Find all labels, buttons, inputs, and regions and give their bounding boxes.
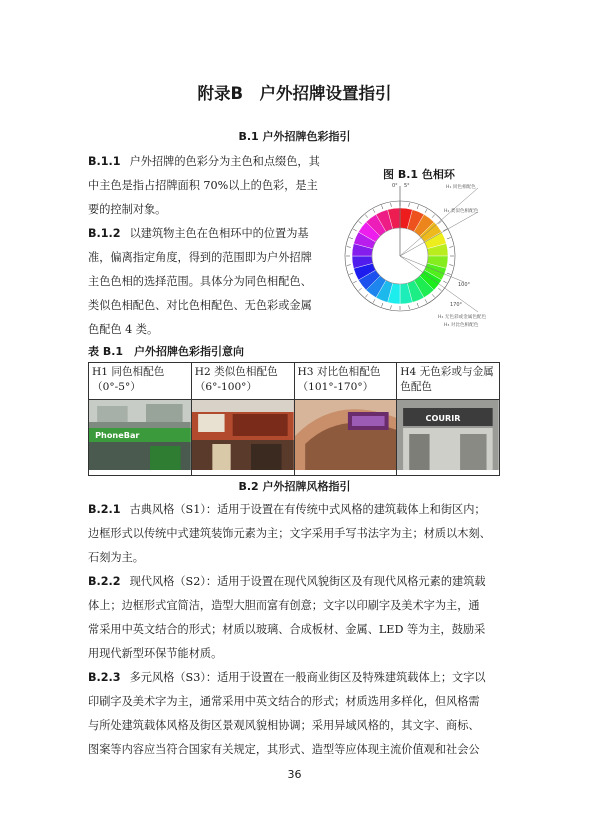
wheel-tick — [365, 294, 368, 297]
color-wheel-figure — [338, 178, 500, 328]
paragraph-line: 准，偏离指定角度，得到的范围即为户外招牌 — [88, 251, 312, 264]
paragraph-line: 与所处建筑载体风格及街区景观风貌相协调；采用异域风格的，其文字、商标、 — [88, 719, 480, 732]
paragraph-line: 用现代新型环保节能材质。 — [88, 647, 223, 660]
paragraph-b21 — [88, 498, 518, 570]
shop-sign-text: COURIR — [425, 414, 461, 423]
table-header-cell: H4 无色彩或与金属色配色 — [397, 363, 500, 400]
wheel-tick — [409, 305, 410, 309]
wheel-tick — [382, 205, 383, 209]
paragraph-line: 主色色相的选择范围。具体分为同色相配色、 — [88, 275, 312, 288]
paragraph-text: 多元风格（S3）：适用于设置在一般商业街区及特殊建筑载体上；文字以 — [129, 671, 486, 684]
storefront-photo-h1 — [89, 400, 191, 470]
table-photo-cell — [89, 400, 192, 476]
wheel-tick — [409, 203, 410, 207]
wheel-tick — [353, 281, 356, 283]
paragraph-line — [88, 150, 348, 174]
paragraph-b12 — [88, 222, 348, 342]
wheel-tick — [432, 294, 435, 297]
clause-number: B.2.3 — [88, 671, 121, 684]
wheel-tick — [349, 238, 353, 239]
table-header-cell: H2 类似色相配色（6°-100°） — [191, 363, 294, 400]
wheel-tick — [417, 303, 418, 307]
wheel-tick — [353, 229, 356, 231]
color-guide-table — [88, 362, 500, 476]
degree-label: 170° — [450, 302, 463, 308]
section-heading-b1: B.1 户外招牌色彩指引 — [238, 130, 351, 143]
paragraph-line: 印刷字及美术字为主，通常采用中英文结合的形式；材质选用多样化，但风格需 — [88, 695, 480, 708]
paragraph-line: 中主色是指占招牌面积 70%以上的色彩，是主 — [88, 179, 318, 192]
table-caption: 表 B.1 户外招牌色彩指引意向 — [88, 345, 245, 358]
storefront-photo-h3 — [295, 400, 397, 470]
wheel-tick — [438, 288, 441, 291]
paragraph-line — [88, 666, 518, 690]
clause-number: B.1.1 — [88, 155, 121, 168]
clause-number: B.2.2 — [88, 575, 121, 588]
degree-label: 5° — [404, 183, 410, 189]
wheel-tick — [373, 209, 375, 212]
paragraph-b23 — [88, 666, 518, 762]
wheel-tick — [347, 265, 351, 266]
wheel-tick — [349, 273, 353, 274]
figure-label-h2: H₂ 类似色相配色 — [444, 209, 479, 214]
clause-number: B.1.2 — [88, 227, 121, 240]
paragraph-line: 类似色相配色、对比色相配色、无色彩或金属 — [88, 299, 312, 312]
paragraph-line: 石刻为主。 — [88, 551, 144, 564]
figure-caption: 图 B.1 色相环 — [383, 168, 455, 181]
wheel-tick — [373, 299, 375, 302]
clause-number: B.2.1 — [88, 503, 121, 516]
paragraph-line — [88, 498, 518, 522]
table-photo-cell — [294, 400, 397, 476]
paragraph-b11 — [88, 150, 348, 222]
paragraph-text: 古典风格（S1）：适用于设置在有传统中式风格的建筑载体上和街区内； — [129, 503, 486, 516]
paragraph-line: 色配色 4 类。 — [88, 323, 159, 336]
table-header-row — [89, 363, 500, 400]
wheel-tick — [391, 305, 392, 309]
wheel-tick — [425, 209, 427, 212]
wheel-tick — [443, 281, 446, 283]
paragraph-line: 图案等内容应当符合国家有关规定，其形式、造型等应体现主流价值观和社会公 — [88, 743, 480, 756]
table-photo-row — [89, 400, 500, 476]
paragraph-line: 体上；边框形式宜简洁，造型大胆而富有创意；文字以印刷字及美术字为主，通 — [88, 599, 480, 612]
paragraph-text: 以建筑物主色在色相环中的位置为基 — [129, 227, 309, 240]
section-heading-b2: B.2 户外招牌风格指引 — [238, 480, 351, 493]
table-photo-cell — [397, 400, 500, 476]
wheel-tick — [432, 215, 435, 218]
wheel-tick — [347, 247, 351, 248]
paragraph-line: 边框形式以传统中式建筑装饰元素为主；文字采用手写书法字为主；材质以木刻、 — [88, 527, 491, 540]
figure-label-h1: H₁ 同色相配色 — [446, 185, 476, 190]
page-title: 附录B 户外招牌设置指引 — [197, 84, 392, 103]
wheel-tick — [359, 221, 362, 224]
paragraph-line — [88, 222, 348, 246]
figure-label-h4: H₄ 无色彩或金属色配色 — [438, 315, 487, 320]
wheel-tick — [438, 221, 441, 224]
table-photo-cell — [191, 400, 294, 476]
wheel-tick — [447, 238, 451, 239]
paragraph-line — [88, 570, 518, 594]
paragraph-text: 现代风格（S2）：适用于设置在现代风貌街区及有现代风格元素的建筑载 — [129, 575, 486, 588]
paragraph-b22 — [88, 570, 518, 666]
wheel-tick — [391, 203, 392, 207]
wheel-tick — [449, 265, 453, 266]
page-number: 36 — [287, 768, 302, 781]
wheel-tick — [449, 247, 453, 248]
wheel-tick — [382, 303, 383, 307]
wheel-tick — [425, 299, 427, 302]
paragraph-line: 要的控制对象。 — [88, 203, 167, 216]
figure-label-h3: H₃ 对比色相配色 — [444, 323, 479, 328]
wheel-tick — [417, 205, 418, 209]
wheel-tick — [365, 215, 368, 218]
table-header-cell: H3 对比色相配色（101°-170°） — [294, 363, 397, 400]
wheel-tick — [359, 288, 362, 291]
wheel-tick — [447, 273, 451, 274]
shop-sign-text: PhoneBar — [95, 431, 140, 440]
paragraph-line: 常采用中英文结合的形式；材质以玻璃、合成板材、金属、LED 等为主，鼓励采 — [88, 623, 486, 636]
paragraph-text: 户外招牌的色彩分为主色和点缀色，其 — [129, 155, 320, 168]
table-header-cell: H1 同色相配色（0°-5°） — [89, 363, 192, 400]
degree-label: 100° — [458, 282, 471, 288]
storefront-photo-h4 — [397, 400, 499, 470]
storefront-photo-h2 — [192, 400, 294, 470]
degree-label: 0° — [392, 183, 398, 189]
